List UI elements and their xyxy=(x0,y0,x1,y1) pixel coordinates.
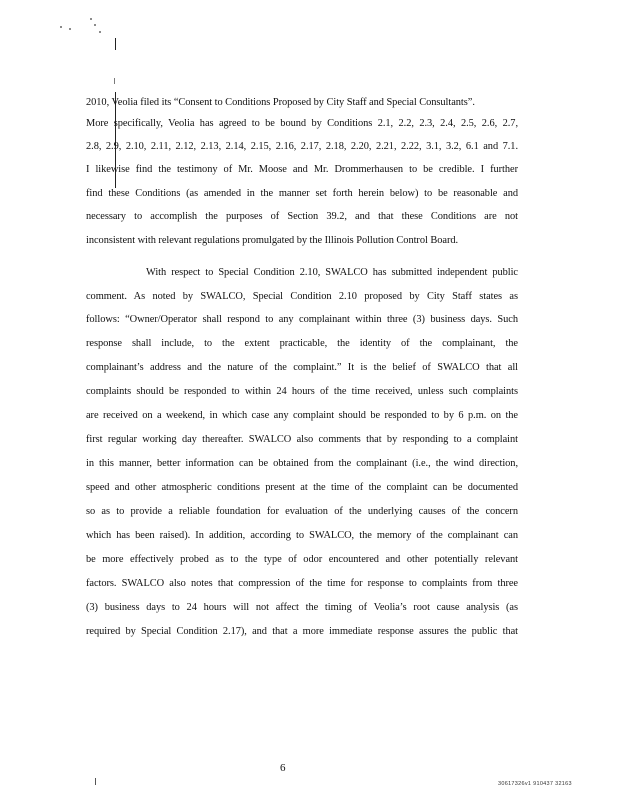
document-id: 30617326v1 910437 32163 xyxy=(498,781,572,787)
margin-mark-top xyxy=(115,38,116,50)
text-line-6: necessary to accomplish the purposes of Section 39.2, and that these Conditions are not xyxy=(86,211,518,222)
text-line-10: follows: “Owner/Operator shall respond to any complainant within three (3) business days. Such xyxy=(86,314,518,325)
text-line-3: 2.8, 2.9, 2.10, 2.11, 2.12, 2.13, 2.14, 2.15, 2.16, 2.17, 2.18, 2.20, 2.21, 2.22, 3.1, 3.2, 6.1 and 7.1. xyxy=(86,141,518,152)
text-line-9: comment. As noted by SWALCO, Special Condition 2.10 proposed by City Staff states as xyxy=(86,291,518,302)
text-line-5: find these Conditions (as amended in the manner set forth herein below) to be reasonable and xyxy=(86,188,518,199)
text-line-7: inconsistent with relevant regulations promulgated by the Illinois Pollution Control Board. xyxy=(86,235,459,246)
text-line-8: With respect to Special Condition 2.10, SWALCO has submitted independent public xyxy=(146,267,518,278)
text-line-4: I likewise find the testimony of Mr. Moose and Mr. Drommerhausen to be credible. I further xyxy=(86,164,518,175)
text-line-17: speed and other atmospheric conditions present at the time of the complaint can be documented xyxy=(86,482,518,493)
text-line-19: which has been raised). In addition, according to SWALCO, the memory of the complainant can xyxy=(86,530,518,541)
text-line-13: complaints should be responded to within 24 hours of the time received, unless such complaints xyxy=(86,386,518,397)
text-line-20: be more effectively probed as to the type of odor encountered and other potentially relevant xyxy=(86,554,518,565)
text-line-22: (3) business days to 24 hours will not affect the timing of Veolia’s root cause analysis (as xyxy=(86,602,518,613)
corner-mark xyxy=(95,778,96,785)
text-line-23: required by Special Condition 2.17), and that a more immediate response assures the public that xyxy=(86,626,518,637)
text-line-18: so as to provide a reliable foundation for evaluation of the underlying causes of the concern xyxy=(86,506,518,517)
text-line-11: response shall include, to the extent practicable, the identity of the complainant, the xyxy=(86,338,518,349)
text-line-1: 2010, Veolia filed its “Consent to Conditions Proposed by City Staff and Special Consultants”. xyxy=(86,97,475,108)
text-line-14: are received on a weekend, in which case any complaint should be responded to by 6 p.m. on the xyxy=(86,410,518,421)
margin-mark-mid xyxy=(114,78,115,84)
text-line-12: complainant’s address and the nature of the complaint.” It is the belief of SWALCO that all xyxy=(86,362,518,373)
text-line-15: first regular working day thereafter. SWALCO also comments that by responding to a complaint xyxy=(86,434,518,445)
text-line-2: More specifically, Veolia has agreed to be bound by Conditions 2.1, 2.2, 2.3, 2.4, 2.5, 2.6, 2.7, xyxy=(86,118,518,129)
page-number: 6 xyxy=(280,762,286,774)
text-line-21: factors. SWALCO also notes that compression of the time for response to complaints from three xyxy=(86,578,518,589)
text-line-16: in this manner, better information can be obtained from the complainant (i.e., the wind direction, xyxy=(86,458,518,469)
